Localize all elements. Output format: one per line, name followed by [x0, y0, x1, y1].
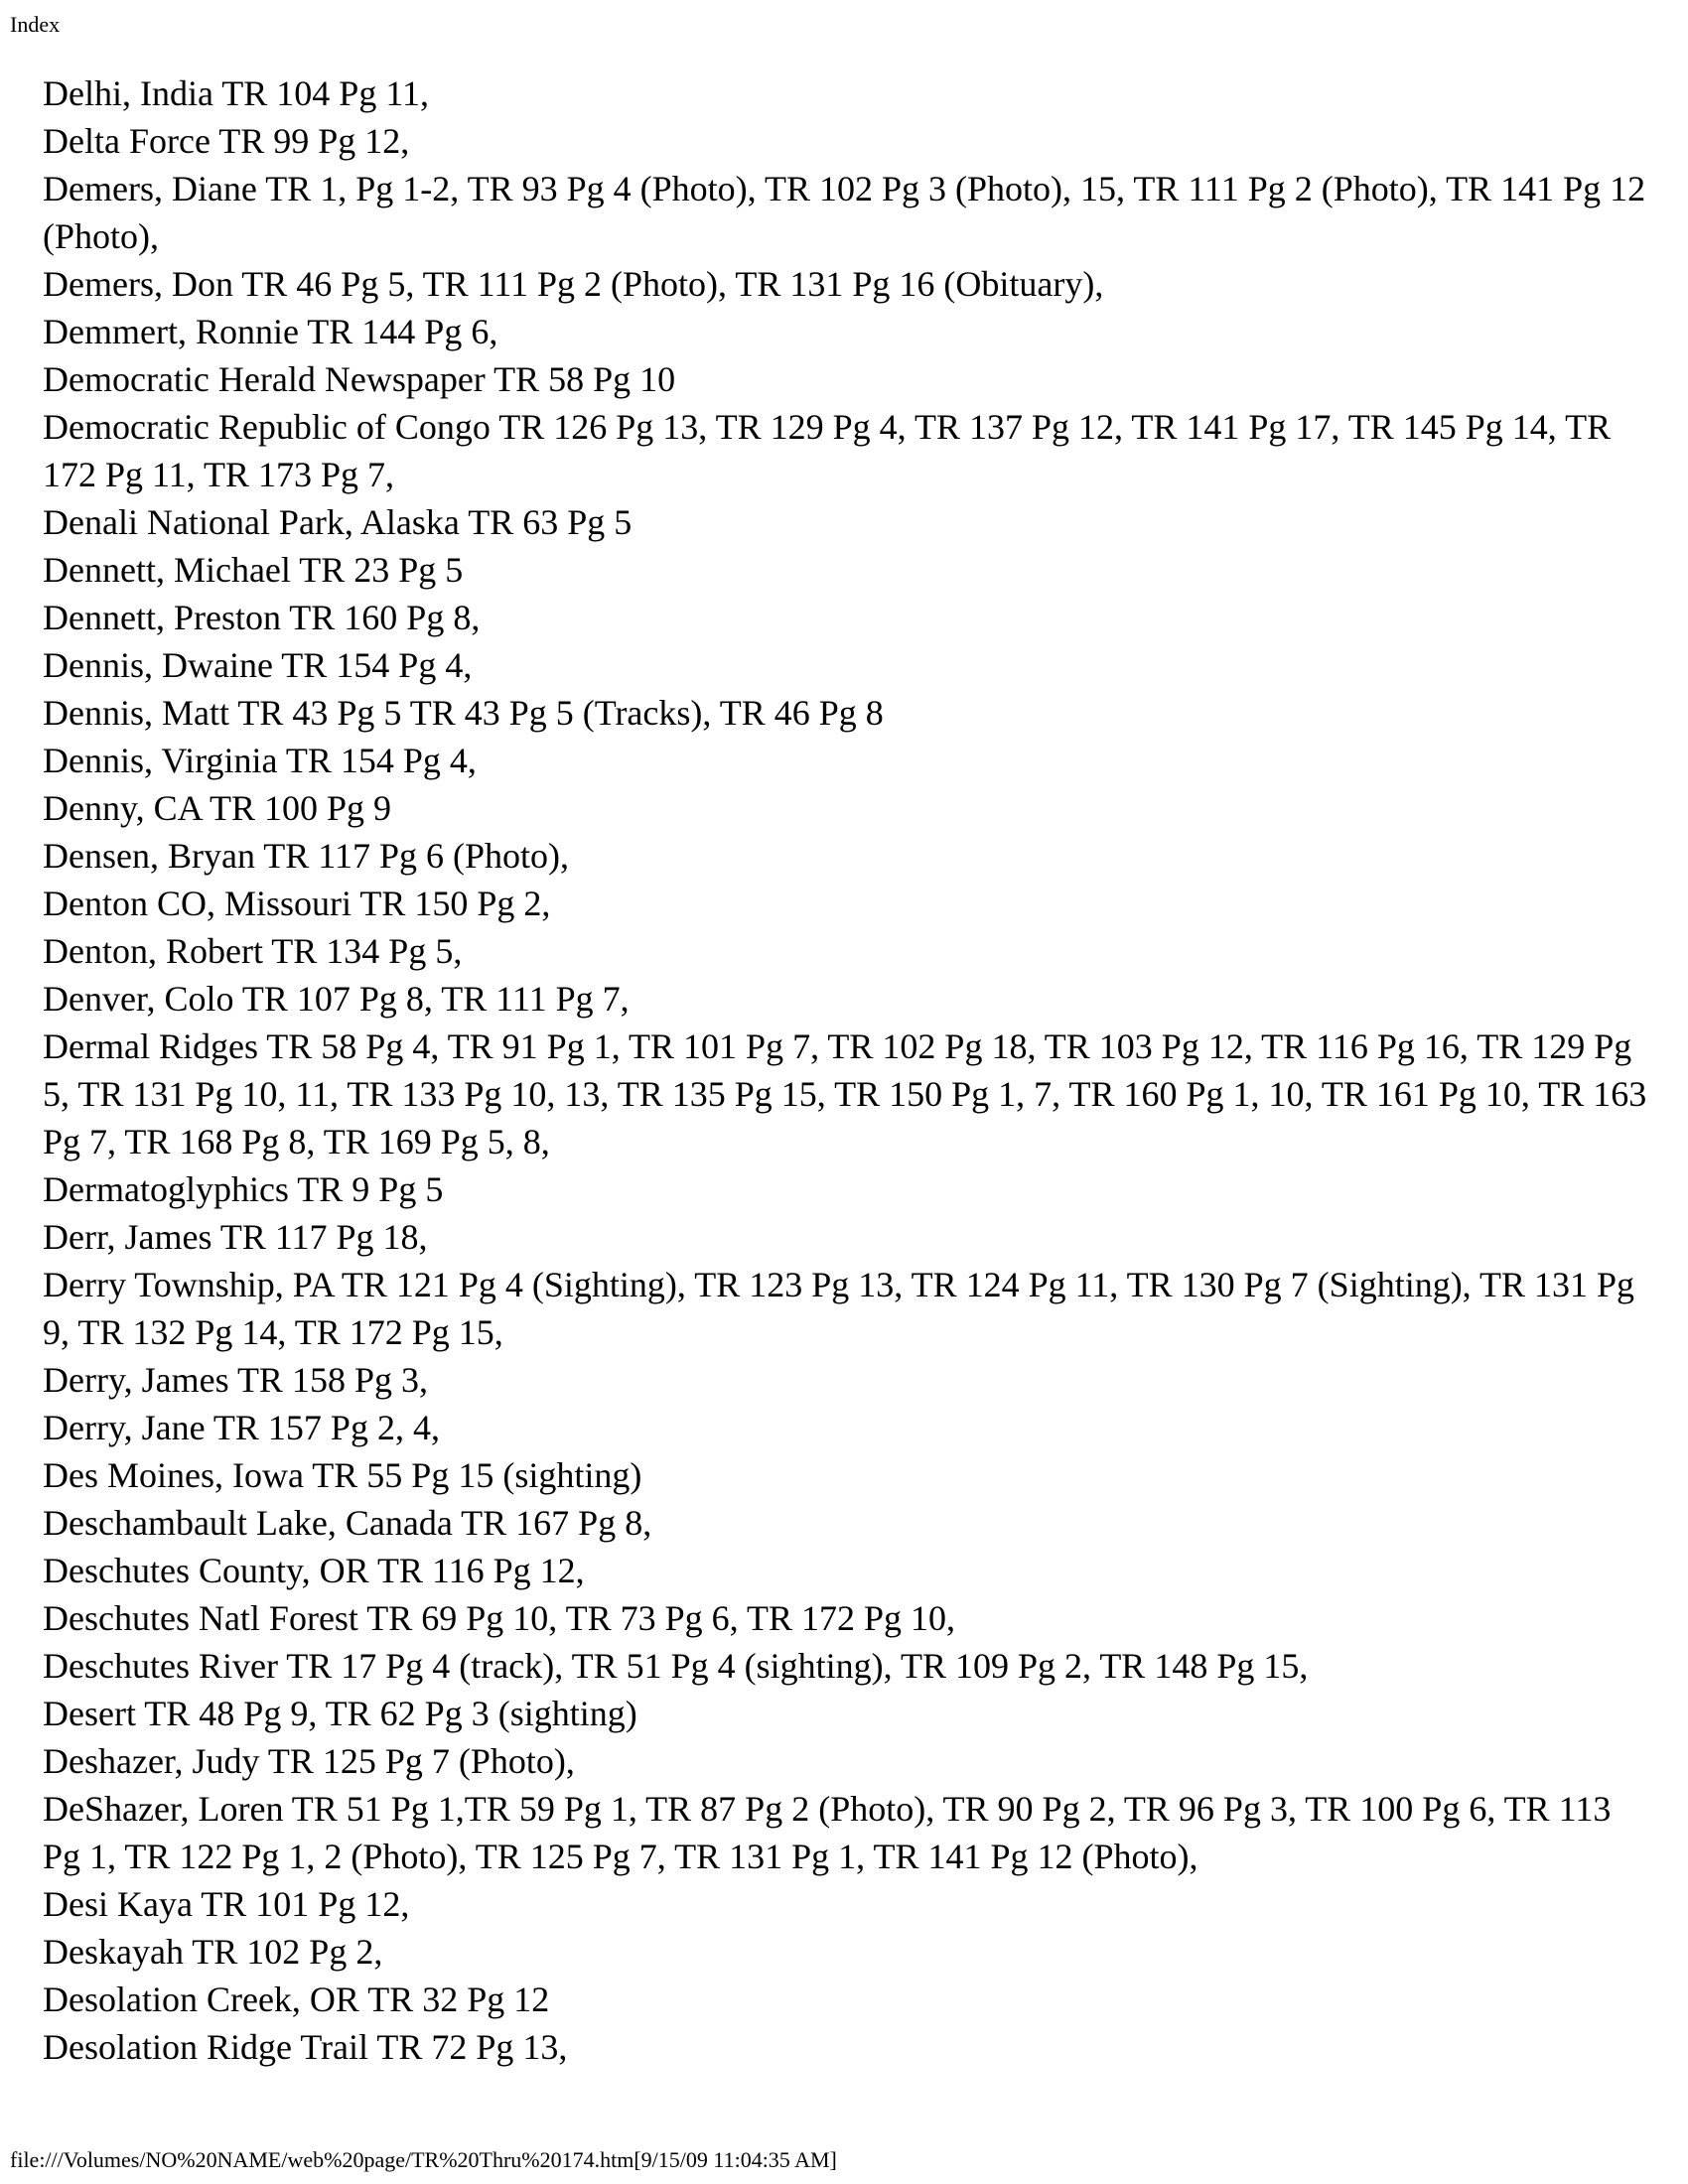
index-entry: Democratic Republic of Congo TR 126 Pg 13, TR 129 Pg 4, TR 137 Pg 12, TR 141 Pg 17, TR 145 Pg 14, TR 172 Pg 11, TR 173 Pg 7, — [43, 407, 1612, 494]
index-entry: DeShazer, Loren TR 51 Pg 1,TR 59 Pg 1, TR 87 Pg 2 (Photo), TR 90 Pg 2, TR 96 Pg 3, TR 100 Pg 6, TR 113 Pg 1, TR 122 Pg 1, 2 (Photo), TR 125 Pg 7, TR 131 Pg 1, TR 141 Pg 12 (Photo), — [43, 1789, 1612, 1876]
index-entry: Desolation Creek, OR TR 32 Pg 12 — [43, 1979, 550, 2019]
index-entry: Denton CO, Missouri TR 150 Pg 2, — [43, 884, 551, 923]
index-entry: Dennis, Matt TR 43 Pg 5 TR 43 Pg 5 (Tracks), TR 46 Pg 8 — [43, 693, 884, 733]
page-footer-url: file:///Volumes/NO%20NAME/web%20page/TR%20Thru%20174.htm[9/15/09 11:04:35 AM] — [10, 2147, 837, 2172]
index-entry: Dennis, Dwaine TR 154 Pg 4, — [43, 645, 473, 685]
index-entry: Dennis, Virginia TR 154 Pg 4, — [43, 741, 477, 780]
page-header-title: Index — [10, 12, 61, 37]
index-entry: Desi Kaya TR 101 Pg 12, — [43, 1884, 410, 1924]
index-entry: Derry, Jane TR 157 Pg 2, 4, — [43, 1408, 440, 1447]
index-entry: Des Moines, Iowa TR 55 Pg 15 (sighting) — [43, 1455, 642, 1495]
index-entry: Dermal Ridges TR 58 Pg 4, TR 91 Pg 1, TR 101 Pg 7, TR 102 Pg 18, TR 103 Pg 12, TR 116 Pg 16, TR 129 Pg 5, TR 131 Pg 10, 11, TR 133 Pg 10, 13, TR 135 Pg 15, TR 150 Pg 1, 7, TR 160 Pg 1, 10, TR 161 Pg 10, TR 163 Pg 7, TR 168 Pg 8, TR 169 Pg 5, 8, — [43, 1026, 1647, 1161]
index-entry: Derr, James TR 117 Pg 18, — [43, 1217, 428, 1257]
index-entry: Delhi, India TR 104 Pg 11, — [43, 73, 429, 113]
index-entry: Dennett, Michael TR 23 Pg 5 — [43, 550, 464, 590]
index-entry: Desert TR 48 Pg 9, TR 62 Pg 3 (sighting) — [43, 1694, 637, 1733]
index-entry: Dermatoglyphics TR 9 Pg 5 — [43, 1169, 444, 1209]
index-entry: Deschutes River TR 17 Pg 4 (track), TR 51 Pg 4 (sighting), TR 109 Pg 2, TR 148 Pg 15, — [43, 1646, 1309, 1686]
index-entry: Demers, Diane TR 1, Pg 1-2, TR 93 Pg 4 (Photo), TR 102 Pg 3 (Photo), 15, TR 111 Pg 2 (Photo), TR 141 Pg 12 (Photo), — [43, 169, 1646, 256]
index-entry: Deshazer, Judy TR 125 Pg 7 (Photo), — [43, 1741, 575, 1781]
index-entry: Densen, Bryan TR 117 Pg 6 (Photo), — [43, 836, 569, 876]
index-entry: Deskayah TR 102 Pg 2, — [43, 1932, 383, 1972]
index-entry: Demers, Don TR 46 Pg 5, TR 111 Pg 2 (Photo), TR 131 Pg 16 (Obituary), — [43, 264, 1104, 304]
index-entry: Democratic Herald Newspaper TR 58 Pg 10 — [43, 359, 676, 399]
index-entry: Dennett, Preston TR 160 Pg 8, — [43, 598, 481, 637]
index-entry: Deschutes County, OR TR 116 Pg 12, — [43, 1551, 585, 1590]
index-entry: Denver, Colo TR 107 Pg 8, TR 111 Pg 7, — [43, 979, 630, 1019]
index-entry: Demmert, Ronnie TR 144 Pg 6, — [43, 312, 498, 351]
index-entry: Derry, James TR 158 Pg 3, — [43, 1360, 428, 1400]
index-entry: Deschutes Natl Forest TR 69 Pg 10, TR 73 Pg 6, TR 172 Pg 10, — [43, 1598, 956, 1638]
index-entry: Deschambault Lake, Canada TR 167 Pg 8, — [43, 1503, 652, 1543]
index-entry: Desolation Ridge Trail TR 72 Pg 13, — [43, 2027, 568, 2067]
index-entry: Denton, Robert TR 134 Pg 5, — [43, 931, 463, 971]
index-entry: Delta Force TR 99 Pg 12, — [43, 121, 410, 161]
index-list — [43, 69, 1651, 2071]
index-entry: Denny, CA TR 100 Pg 9 — [43, 788, 392, 828]
index-entry: Denali National Park, Alaska TR 63 Pg 5 — [43, 502, 633, 542]
index-entry: Derry Township, PA TR 121 Pg 4 (Sighting), TR 123 Pg 13, TR 124 Pg 11, TR 130 Pg 7 (Sighting), TR 131 Pg 9, TR 132 Pg 14, TR 172 Pg 15, — [43, 1265, 1635, 1352]
